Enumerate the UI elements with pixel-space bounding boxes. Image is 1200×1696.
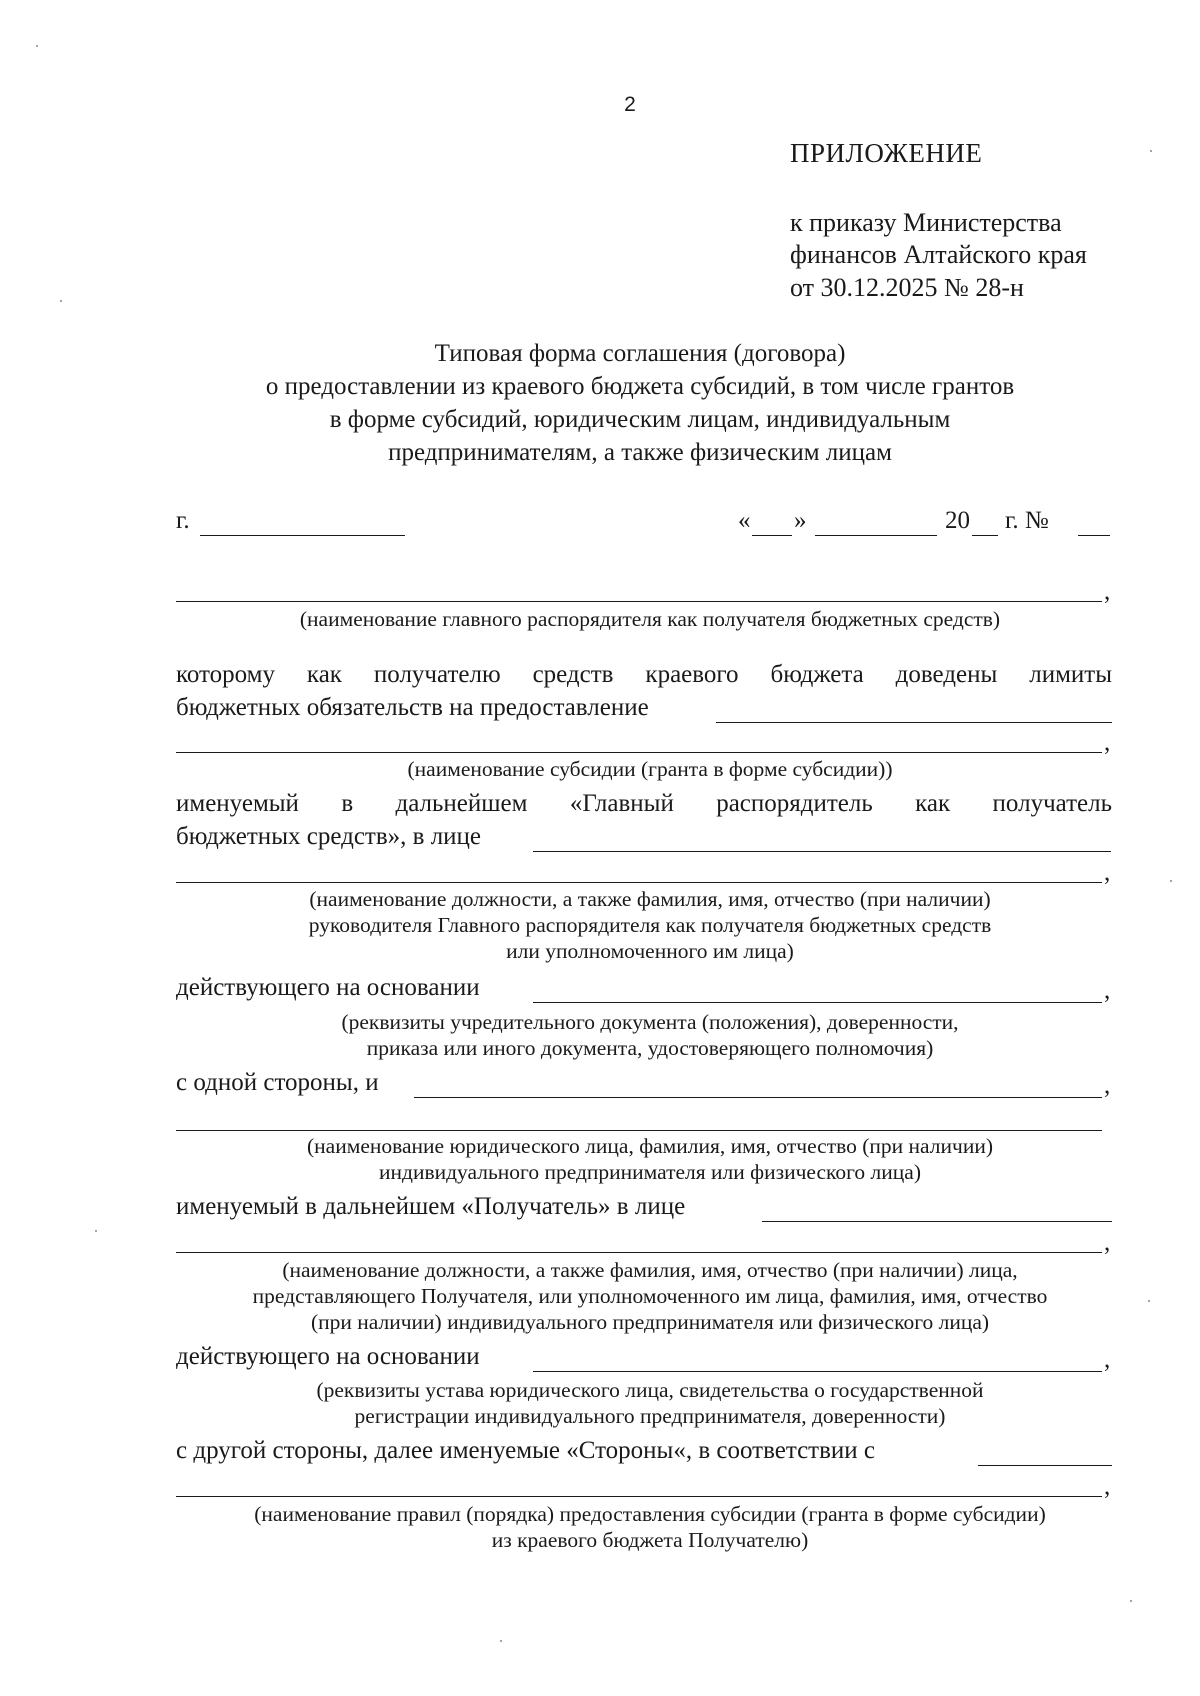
grbs-name-field[interactable] — [176, 601, 1102, 602]
number-field[interactable] — [1078, 535, 1110, 536]
caption-basis-2-line-2: регистрации индивидуального предпринимателя, доверенности) — [354, 1404, 946, 1428]
basis-1-field[interactable] — [533, 1002, 1102, 1003]
caption-rules-line-1: (наименование правил (порядка) предоставления субсидии (гранта в форме субсидии) — [254, 1502, 1046, 1526]
heading-line-4: предпринимателям, а также физическим лицам — [388, 439, 892, 466]
basis-2-field[interactable] — [533, 1371, 1102, 1372]
quote-close: » — [794, 507, 807, 534]
caption-recipient-line-1: (наименование юридического лица, фамилия, имя, отчество (при наличии) — [307, 1134, 993, 1158]
recipient-name-continued-field[interactable] — [176, 1130, 1102, 1131]
recipient-rep-field[interactable] — [176, 1252, 1102, 1253]
comma: , — [1104, 1072, 1111, 1099]
year-field[interactable] — [972, 535, 998, 536]
heading-line-2: о предоставлении из краевого бюджета субсидий, в том числе грантов — [265, 373, 1015, 400]
comma: , — [1104, 977, 1111, 1004]
head-person-field[interactable] — [533, 851, 1111, 852]
scan-speck — [500, 1640, 502, 1642]
caption-rules-line-2: из краевого бюджета Получателю) — [491, 1528, 809, 1552]
scan-speck — [1170, 880, 1172, 882]
scan-speck — [60, 300, 62, 302]
year-prefix: 20 — [945, 507, 970, 534]
month-field[interactable] — [815, 535, 937, 536]
quote-open: « — [738, 507, 751, 534]
one-side-text: с одной стороны, и — [176, 1069, 379, 1096]
appendix-line-1: к приказу Министерства — [790, 208, 1062, 237]
limits-line-2: бюджетных обязательств на предоставление — [176, 694, 649, 721]
head-position-field[interactable] — [176, 882, 1102, 883]
caption-recipient-line-2: индивидуального предпринимателя или физического лица) — [379, 1160, 921, 1184]
caption-recipient-rep-line-1: (наименование должности, а также фамилия, имя, отчество (при наличии) лица, — [282, 1258, 1018, 1282]
comma: , — [1104, 578, 1111, 605]
appendix-line-2: финансов Алтайского края — [790, 240, 1087, 269]
recipient-named-text: именуемый в дальнейшем «Получатель» в лице — [176, 1193, 686, 1220]
caption-basis-2-line-1: (реквизиты устава юридического лица, свидетельства о государственной — [316, 1378, 984, 1402]
rules-name-field[interactable] — [176, 1496, 1102, 1497]
scan-speck — [1148, 1300, 1150, 1302]
comma: , — [1104, 729, 1111, 756]
recipient-name-field[interactable] — [414, 1097, 1102, 1098]
caption-head-3: или уполномоченного им лица) — [506, 939, 794, 963]
scan-speck — [1150, 150, 1152, 152]
scan-speck — [95, 1230, 97, 1232]
caption-grbs: (наименование главного распорядителя как получателя бюджетных средств) — [299, 607, 1001, 631]
acting-basis-2: действующего на основании — [176, 1343, 480, 1370]
acting-basis-1: действующего на основании — [176, 974, 480, 1001]
caption-head-2: руководителя Главного распорядителя как получателя бюджетных средств — [308, 913, 992, 937]
day-field[interactable] — [752, 535, 792, 536]
subsidy-purpose-field[interactable] — [716, 722, 1112, 723]
appendix-title: ПРИЛОЖЕНИЕ — [790, 138, 983, 168]
year-suffix: г. № — [1005, 507, 1049, 534]
appendix-line-3: от 30.12.2025 № 28-н — [790, 273, 1024, 302]
subsidy-name-field[interactable] — [176, 752, 1102, 753]
comma: , — [1104, 859, 1111, 886]
caption-basis-1-line-1: (реквизиты учредительного документа (положения), доверенности, — [341, 1010, 959, 1034]
comma: , — [1104, 1473, 1111, 1500]
rules-field[interactable] — [978, 1465, 1112, 1466]
caption-basis-1-line-2: приказа или иного документа, удостоверяющего полномочия) — [366, 1036, 934, 1060]
comma: , — [1104, 1229, 1111, 1256]
named-line-1: именуемый в дальнейшем «Главный распорядитель как получатель — [176, 790, 1112, 817]
city-field[interactable] — [200, 535, 405, 536]
heading-line-3: в форме субсидий, юридическим лицам, индивидуальным — [329, 406, 951, 433]
caption-head-1: (наименование должности, а также фамилия, имя, отчество (при наличии) — [309, 887, 991, 911]
other-side-text: с другой стороны, далее именуемые «Стороны«, в соответствии с — [176, 1437, 875, 1464]
recipient-person-field[interactable] — [762, 1221, 1112, 1222]
named-line-2: бюджетных средств», в лице — [176, 823, 482, 850]
caption-subsidy: (наименование субсидии (гранта в форме субсидии)) — [407, 757, 893, 781]
comma: , — [1104, 1346, 1111, 1373]
scan-speck — [36, 45, 38, 47]
caption-recipient-rep-line-2: представляющего Получателя, или уполномоченного им лица, фамилия, имя, отчество — [252, 1284, 1048, 1308]
heading-line-1: Типовая форма соглашения (договора) — [434, 340, 846, 367]
caption-recipient-rep-line-3: (при наличии) индивидуального предпринимателя или физического лица) — [310, 1310, 990, 1334]
scan-speck — [1130, 1600, 1132, 1602]
page-number: 2 — [624, 93, 636, 116]
limits-line-1: которому как получателю средств краевого бюджета доведены лимиты — [176, 661, 1112, 688]
city-prefix: г. — [176, 507, 190, 534]
